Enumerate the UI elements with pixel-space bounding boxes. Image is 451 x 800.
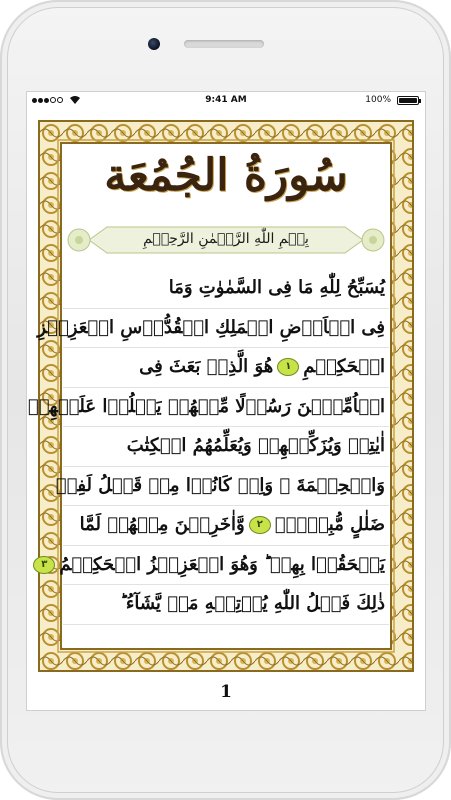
verse-line: اٰيٰتِهٖ وَيُزَكِّيۡهِمۡ وَيُعَلِّمُهُمُ الۡكِتٰبَ xyxy=(63,427,389,467)
verse-line: فِى الۡاَرۡضِ الۡمَلِكِ الۡقُدُّوۡسِ الۡعَزِيۡزِ xyxy=(63,309,389,349)
verse-line: الۡاُمِّيّٖنَ رَسُوۡلًا مِّنۡهُمۡ يَتۡلُوۡا عَلَيۡهِمۡ xyxy=(63,388,389,428)
status-time: 9:41 AM xyxy=(205,95,247,105)
quran-page xyxy=(27,109,425,710)
verse-lines xyxy=(27,269,389,625)
front-camera xyxy=(148,38,160,50)
battery-icon xyxy=(397,96,419,105)
bismillah: بِسۡمِ اللّٰهِ الرَّحۡمٰنِ الرَّحِيۡمِ xyxy=(143,231,309,247)
screen xyxy=(26,91,426,711)
verse-line: وَالۡحِكۡمَةَ ۚ وَاِنۡ كَانُوۡا مِنۡ قَبۡلُ لَفِىۡ xyxy=(63,467,389,507)
ayah-marker: ٣ xyxy=(33,556,55,574)
verse-line: الۡحَكِيۡمِ١هُوَ الَّذِىۡ بَعَثَ فِى xyxy=(63,348,389,388)
verse-line: يُسَبِّحُ لِلّٰهِ مَا فِى السَّمٰوٰتِ وَمَا xyxy=(63,269,389,309)
verse-line: ذٰلِكَ فَضۡلُ اللّٰهِ يُؤۡتِيۡهِ مَنۡ يَّشَآءُ ؕ xyxy=(63,585,389,625)
verse-line: ضَلٰلٍ مُّبِيۡنٍۙ٢وَّاٰخَرِيۡنَ مِنۡهُمۡ لَمَّا xyxy=(63,506,389,546)
battery-percent: 100% xyxy=(365,95,391,105)
verse-line: يَلۡحَقُوۡا بِهِمۡ ؕ وَهُوَ الۡعَزِيۡزُ الۡحَكِيۡمُ٣ xyxy=(63,546,389,586)
surah-title: سُورَةُ الجُمُعَة xyxy=(104,150,348,201)
earpiece-speaker xyxy=(184,40,264,48)
status-bar xyxy=(27,92,425,109)
ayah-marker: ٢ xyxy=(249,516,271,534)
page-content xyxy=(27,145,389,647)
bismillah-banner xyxy=(67,223,385,257)
ayah-marker: ١ xyxy=(277,358,299,376)
page-number: 1 xyxy=(220,682,232,702)
